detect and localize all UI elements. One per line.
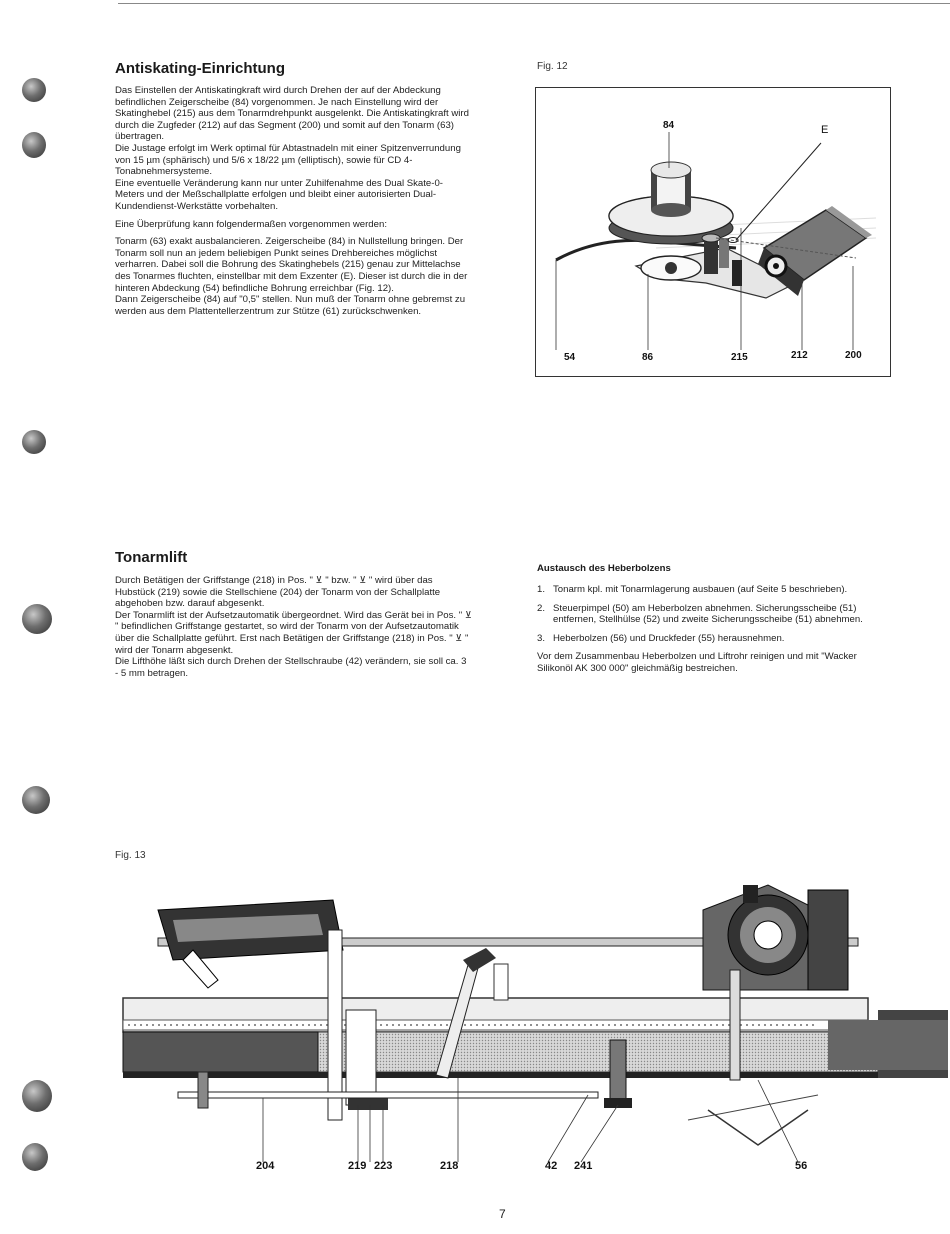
figure-12 — [535, 87, 891, 377]
binder-hole — [22, 132, 46, 158]
paragraph: Tonarm (63) exakt ausbalancieren. Zeigerscheibe (84) in Nullstellung bringen. Der Tonarm soll nun an jedem beliebigen Punkt seines Drehbereiches möglichst verharren. Dabei soll die Bohrung des Skatinghebels (215) genau zur Mittelachse des Tonarmes fluchten, einstellbar mit dem Exzenter (E). Dieser ist durch die in der hinteren Abdeckung (54) befindliche Bohrung erreichbar (Fig. 12). — [115, 236, 468, 294]
tonearm-lift-illustration — [118, 880, 948, 1180]
paragraph: Der Tonarmlift ist der Aufsetzautomatik übergeordnet. Wird das Gerät bei in Pos. " ⊻ " befindlichen Griffstange gestartet, so wird der Tonarm von der Aufsetzautomatik über die Schallplatte geführt. Erst nach Betätigen der Griffstange (218) in Pos. " ⊻ " wird der Tonarm abgesenkt. — [115, 609, 472, 656]
binder-hole — [22, 1080, 52, 1112]
callout-200: 200 — [845, 350, 862, 361]
callout-219: 219 — [348, 1160, 367, 1172]
callout-215: 215 — [731, 352, 748, 363]
page-number: 7 — [499, 1207, 506, 1221]
callout-56: 56 — [795, 1160, 808, 1172]
callout-86: 86 — [642, 352, 654, 363]
paragraph: Eine Überprüfung kann folgendermaßen vorgenommen werden: — [115, 218, 387, 230]
paragraph: Die Lifthöhe läßt sich durch Drehen der Stellschraube (42) verändern, sie soll ca. 3 - 5 mm betragen. — [115, 656, 467, 679]
paragraph: Das Einstellen der Antiskatingkraft wird durch Drehen der auf der Abdeckung befindlichen Zeigerscheibe (84) vorgenommen. Je nach Einstellung wird der Skatinghebel (215) aus dem Tonarmdrehpunkt ausgelenkt. Die Antiskatingkraft wird durch die Zugfeder (212) auf das Segment (200) und somit auf den Tonarm (63) übertragen. — [115, 85, 469, 143]
section-title-heberbolzen: Austausch des Heberbolzens — [537, 563, 671, 574]
callout-241: 241 — [574, 1160, 593, 1172]
figure-12-label: Fig. 12 — [537, 61, 568, 72]
binder-hole — [22, 78, 46, 102]
steps-list — [537, 584, 889, 644]
callout-212: 212 — [791, 350, 808, 361]
step-item: 3. Heberbolzen (56) und Druckfeder (55) herausnehmen. — [537, 632, 785, 644]
paragraph: Dann Zeigerscheibe (84) auf "0,5" stellen. Nun muß der Tonarm ohne gebremst zu werden aus dem Plattentellerzentrum zur Stütze (61) zurückschwenken. — [115, 294, 466, 317]
binder-hole — [22, 786, 50, 814]
antiskating-text — [115, 85, 472, 317]
top-rule — [118, 3, 950, 4]
callout-E: E — [821, 124, 829, 136]
step-item: 2. Steuerpimpel (50) am Heberbolzen abnehmen. Sicherungsscheibe (51) entfernen, Stellhülse (52) und zweite Sicherungsscheibe (51) abnehmen. — [537, 602, 863, 626]
paragraph: Die Justage erfolgt im Werk optimal für Abtastnadeln mit einer Spitzenverrundung von 15 µm (sphärisch) und 5/6 x 18/22 µm (elliptisch), sowie für CD 4-Tonabnehmersysteme. — [115, 142, 461, 178]
callout-84: 84 — [663, 120, 675, 131]
callout-218: 218 — [440, 1160, 459, 1172]
tonarmlift-text — [115, 575, 472, 679]
section-title-antiskating: Antiskating-Einrichtung — [115, 60, 285, 77]
callout-223: 223 — [374, 1160, 393, 1172]
step-item: 1. Tonarm kpl. mit Tonarmlagerung ausbauen (auf Seite 5 beschrieben). — [537, 584, 848, 595]
callout-42: 42 — [545, 1160, 558, 1172]
binder-hole — [22, 430, 46, 454]
section-title-tonarmlift: Tonarmlift — [115, 549, 188, 566]
paragraph: Vor dem Zusammenbau Heberbolzen und Liftrohr reinigen und mit "Wacker Silikonöl AK 300 000" gleichmäßig bestreichen. — [537, 651, 857, 674]
antiskating-mechanism-illustration — [536, 88, 890, 376]
binder-hole — [22, 1143, 48, 1171]
paragraph: Durch Betätigen der Griffstange (218) in Pos. " ⊻ " bzw. " ⊻ " wird über das Hubstück (219) sowie die Stellschiene (204) der Tonarm von der Schallplatte abgehoben bzw. darauf abgesenkt. — [115, 575, 441, 610]
figure-13-label: Fig. 13 — [115, 850, 146, 861]
figure-13 — [118, 880, 948, 1180]
callout-204: 204 — [256, 1160, 275, 1172]
binder-hole — [22, 604, 52, 634]
heberbolzen-text — [537, 584, 889, 675]
paragraph: Eine eventuelle Veränderung kann nur unter Zuhilfenahme des Dual Skate-0-Meters und der Meßschallplatte erfolgen und bleibt einer autorisierten Dual-Kundendienst-Werkstätte vorbehalten. — [115, 177, 443, 212]
callout-54: 54 — [564, 352, 576, 363]
